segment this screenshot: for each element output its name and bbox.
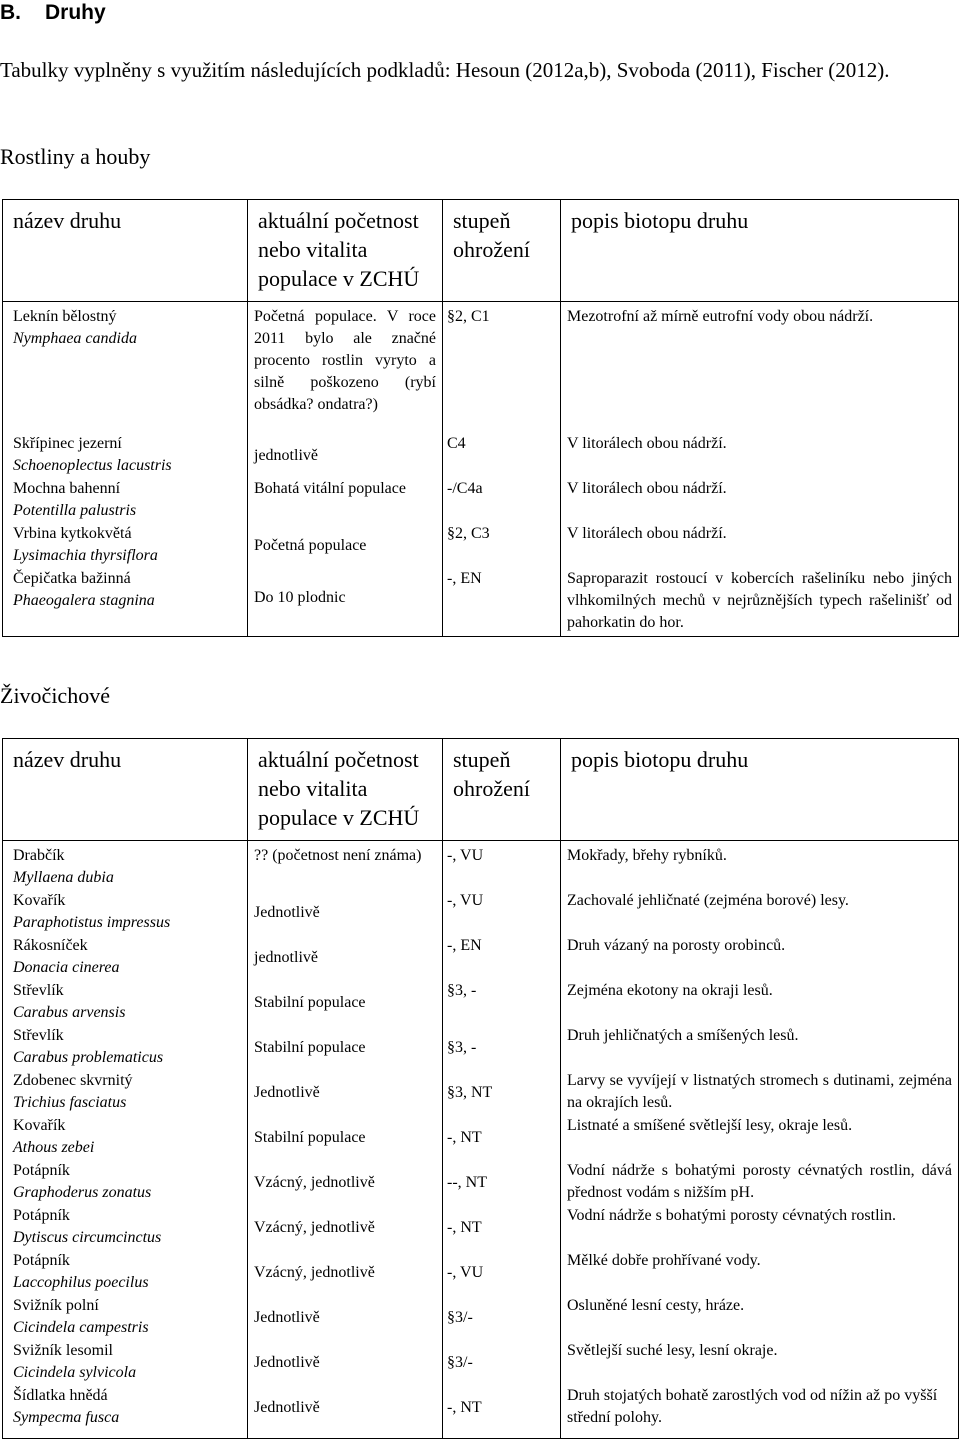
animal-status-13: -, NT — [447, 1398, 482, 1416]
animal-abundance-8: Vzácný, jednotlivě — [254, 1173, 375, 1191]
czech-name: Leknín bělostný — [13, 308, 117, 325]
plant-species-2 — [13, 433, 239, 478]
latin-name: Dytiscus circumcinctus — [13, 1229, 162, 1246]
intro-paragraph: Tabulky vyplněny s využitím následujících podkladů: Hesoun (2012a,b), Svoboda (2011), Fischer (2012). — [0, 58, 890, 82]
animal-status-12: §3/- — [447, 1353, 473, 1371]
latin-name: Laccophilus poecilus — [13, 1274, 149, 1291]
section-title: Druhy — [45, 1, 106, 24]
latin-name: Graphoderus zonatus — [13, 1184, 152, 1201]
animal-status-2: -, VU — [447, 892, 484, 909]
animal-species-13 — [13, 1385, 239, 1430]
animal-abundance-2: Jednotlivě — [254, 903, 320, 921]
animal-habitat-13: Druh stojatých bohatě zarostlých vod od nížin až po vyšší střední polohy. — [567, 1387, 938, 1426]
czech-name: Vrbina kytkokvětá — [13, 525, 132, 542]
animals-table — [2, 738, 959, 1439]
table-body-row — [3, 841, 959, 1439]
animal-species-8 — [13, 1160, 239, 1205]
czech-name: Šídlatka hnědá — [13, 1387, 108, 1404]
animal-species-3 — [13, 935, 239, 980]
animal-abundance-11: Jednotlivě — [254, 1308, 320, 1326]
latin-name: Carabus arvensis — [13, 1004, 126, 1021]
animal-abundance-10: Vzácný, jednotlivě — [254, 1263, 375, 1281]
species-column — [3, 302, 248, 637]
plant-habitat-2: V litorálech obou nádrží. — [567, 435, 727, 452]
abundance-column — [248, 841, 443, 1439]
header-threat-status: stupeň ohrožení — [443, 739, 561, 841]
animal-abundance-7: Stabilní populace — [254, 1128, 366, 1146]
latin-name: Cicindela campestris — [13, 1319, 149, 1336]
latin-name: Cicindela sylvicola — [13, 1364, 137, 1381]
animal-status-6: §3, NT — [447, 1083, 493, 1101]
animal-species-5 — [13, 1025, 239, 1070]
animal-abundance-1: ?? (početnost není známa) — [254, 847, 422, 864]
latin-name: Potentilla palustris — [13, 502, 137, 519]
plant-abundance-4: Početná populace — [254, 536, 367, 554]
czech-name: Čepičatka bažinná — [13, 570, 131, 587]
habitat-column — [561, 841, 959, 1439]
plant-species-1 — [13, 306, 239, 433]
animal-habitat-1: Mokřady, břehy rybníků. — [567, 847, 727, 864]
animal-species-10 — [13, 1250, 239, 1295]
czech-name: Střevlík — [13, 982, 64, 999]
czech-name: Skřípinec jezerní — [13, 435, 122, 452]
plants-table — [2, 199, 959, 637]
header-habitat: popis biotopu druhu — [561, 200, 959, 302]
animal-species-9 — [13, 1205, 239, 1250]
header-species-name: název druhu — [3, 200, 248, 302]
table-body-row — [3, 302, 959, 637]
czech-name: Rákosníček — [13, 937, 88, 954]
animal-abundance-6: Jednotlivě — [254, 1083, 320, 1101]
czech-name: Svižník lesomil — [13, 1342, 113, 1359]
plant-status-2: C4 — [447, 435, 466, 452]
animal-habitat-4: Zejména ekotony na okraji lesů. — [567, 982, 773, 999]
animal-status-1: -, VU — [447, 847, 484, 864]
plant-habitat-4: V litorálech obou nádrží. — [567, 525, 727, 542]
czech-name: Drabčík — [13, 847, 65, 864]
animal-habitat-8: Vodní nádrže s bohatými porosty cévnatých rostlin, dává přednost vodám s nižším pH. — [567, 1162, 952, 1201]
plant-habitat-3: V litorálech obou nádrží. — [567, 480, 727, 497]
czech-name: Zdobenec skvrnitý — [13, 1072, 133, 1089]
plant-abundance-2: jednotlivě — [254, 446, 318, 464]
czech-name: Potápník — [13, 1252, 70, 1269]
table-header-row — [3, 739, 959, 841]
czech-name: Střevlík — [13, 1027, 64, 1044]
animal-status-7: -, NT — [447, 1128, 482, 1146]
latin-name: Paraphotistus impressus — [13, 914, 171, 931]
czech-name: Svižník polní — [13, 1297, 99, 1314]
latin-name: Myllaena dubia — [13, 869, 114, 886]
animal-status-8: --, NT — [447, 1173, 487, 1191]
header-threat-status: stupeň ohrožení — [443, 200, 561, 302]
animal-species-6 — [13, 1070, 239, 1115]
animals-section-title: Živočichové — [0, 683, 110, 708]
animal-habitat-7: Listnaté a smíšené světlejší lesy, okraje lesů. — [567, 1117, 853, 1134]
latin-name: Carabus problematicus — [13, 1049, 164, 1066]
plant-abundance-1: Početná populace. V roce 2011 bylo ale značné procento rostlin vyryto a silně poškozeno (rybí obsádka? ondatra?) — [254, 308, 436, 413]
animal-habitat-10: Mělké dobře prohřívané vody. — [567, 1252, 761, 1269]
latin-name: Trichius fasciatus — [13, 1094, 127, 1111]
plant-status-5: -, EN — [447, 570, 482, 587]
latin-name: Nymphaea candida — [13, 330, 137, 347]
animal-abundance-4: Stabilní populace — [254, 993, 366, 1011]
plant-species-5 — [13, 568, 239, 628]
latin-name: Athous zebei — [13, 1139, 95, 1156]
animal-species-11 — [13, 1295, 239, 1340]
animal-habitat-5: Druh jehličnatých a smíšených lesů. — [567, 1027, 799, 1044]
habitat-column — [561, 302, 959, 637]
animal-habitat-9: Vodní nádrže s bohatými porosty cévnatých rostlin. — [567, 1207, 896, 1224]
animal-abundance-13: Jednotlivě — [254, 1398, 320, 1416]
animal-species-12 — [13, 1340, 239, 1385]
czech-name: Potápník — [13, 1162, 70, 1179]
animal-abundance-5: Stabilní populace — [254, 1038, 366, 1056]
plant-species-3 — [13, 478, 239, 523]
animal-species-1 — [13, 845, 239, 890]
plant-status-1: §2, C1 — [447, 308, 490, 325]
animal-status-3: -, EN — [447, 937, 482, 954]
header-abundance: aktuální početnost nebo vitalita populace v ZCHÚ — [248, 739, 443, 841]
animal-abundance-3: jednotlivě — [254, 948, 318, 966]
animal-status-5: §3, - — [447, 1038, 477, 1056]
plant-abundance-3: Bohatá vitální populace — [254, 480, 406, 497]
section-number: B. — [0, 1, 21, 24]
latin-name: Schoenoplectus lacustris — [13, 457, 172, 474]
plants-section-title: Rostliny a houby — [0, 144, 151, 169]
species-column — [3, 841, 248, 1439]
section-heading — [0, 0, 106, 26]
plant-habitat-5: Saproparazit rostoucí v kobercích rašeliníku nebo jiných vlhkomilných mechů v nejrůznějších typech rašelinišť od pahorkatin do hor. — [567, 570, 952, 631]
plant-status-4: §2, C3 — [447, 525, 490, 542]
animal-status-10: -, VU — [447, 1263, 484, 1281]
plant-abundance-5: Do 10 plodnic — [254, 589, 346, 606]
czech-name: Potápník — [13, 1207, 70, 1224]
czech-name: Mochna bahenní — [13, 480, 121, 497]
animal-species-2 — [13, 890, 239, 935]
abundance-column — [248, 302, 443, 637]
animal-abundance-12: Jednotlivě — [254, 1353, 320, 1371]
animal-habitat-11: Osluněné lesní cesty, hráze. — [567, 1297, 745, 1314]
animal-status-4: §3, - — [447, 982, 477, 999]
animal-status-9: -, NT — [447, 1218, 482, 1236]
animal-species-7 — [13, 1115, 239, 1160]
plant-species-4 — [13, 523, 239, 568]
latin-name: Phaeogalera stagnina — [13, 592, 155, 609]
animal-habitat-3: Druh vázaný na porosty orobinců. — [567, 937, 786, 954]
threat-status-column — [443, 841, 561, 1439]
animal-status-11: §3/- — [447, 1308, 473, 1326]
latin-name: Lysimachia thyrsiflora — [13, 547, 158, 564]
threat-status-column — [443, 302, 561, 637]
animal-habitat-2: Zachovalé jehličnaté (zejména borové) lesy. — [567, 892, 849, 909]
table-header-row — [3, 200, 959, 302]
czech-name: Kovařík — [13, 1117, 66, 1134]
header-habitat: popis biotopu druhu — [561, 739, 959, 841]
latin-name: Donacia cinerea — [13, 959, 120, 976]
header-species-name: název druhu — [3, 739, 248, 841]
latin-name: Sympecma fusca — [13, 1409, 120, 1426]
czech-name: Kovařík — [13, 892, 66, 909]
animal-habitat-6: Larvy se vyvíjejí v listnatých stromech s dutinami, zejména na okrajích lesů. — [567, 1072, 952, 1111]
plant-status-3: -/C4a — [447, 480, 483, 497]
animal-abundance-9: Vzácný, jednotlivě — [254, 1218, 375, 1236]
animal-habitat-12: Světlejší suché lesy, lesní okraje. — [567, 1342, 778, 1359]
header-abundance: aktuální početnost nebo vitalita populace v ZCHÚ — [248, 200, 443, 302]
animal-species-4 — [13, 980, 239, 1025]
plant-habitat-1: Mezotrofní až mírně eutrofní vody obou nádrží. — [567, 308, 874, 325]
